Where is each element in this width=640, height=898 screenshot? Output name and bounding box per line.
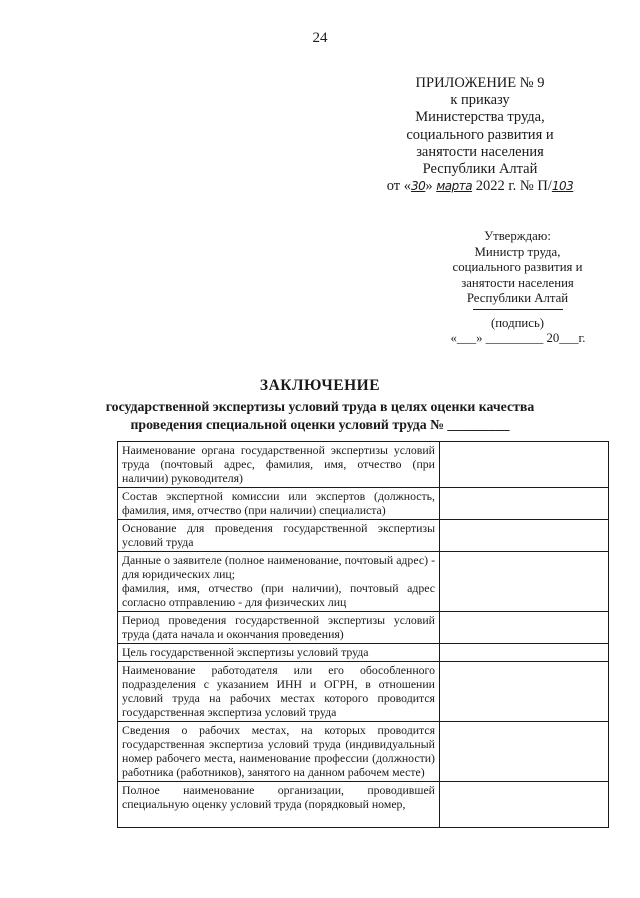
table-row: [118, 612, 609, 644]
row-label: Состав экспертной комиссии или экспертов (должность, фамилия, имя, отчество (при наличии) специалиста): [118, 488, 440, 520]
appendix-line: социального развития и: [406, 126, 554, 143]
table-row: [118, 442, 609, 488]
row-value-cell[interactable]: [440, 722, 609, 782]
row-value-cell[interactable]: [440, 488, 609, 520]
approval-line: Министр труда,: [474, 244, 561, 259]
applicant-legal-entities: Данные о заявителе (полное наименование, почтовый адрес) - для юридических лиц;: [122, 553, 435, 581]
approval-block: [440, 229, 595, 347]
row-label: Наименование органа государственной экспертизы условий труда (почтовый адрес, фамилия, имя, отчество (при наличии) руководителя): [118, 442, 440, 488]
table-row: [118, 722, 609, 782]
row-value-cell[interactable]: [440, 662, 609, 722]
conclusion-form-table: [117, 441, 609, 828]
appendix-header: [360, 75, 600, 195]
table-row: [118, 644, 609, 662]
appendix-line: занятости населения: [416, 143, 544, 160]
row-value-cell[interactable]: [440, 552, 609, 612]
document-subtitle: государственной экспертизы условий труда в целях оценки качества: [105, 399, 535, 414]
row-label: Наименование работодателя или его обособленного подразделения с указанием ИНН и ОГРН, в отношении условий труда на рабочих местах которого проводится государственная экспертиза условий труда: [118, 662, 440, 722]
page-number: 24: [312, 30, 328, 46]
handwritten-order-number: 103: [551, 179, 574, 194]
handwritten-day: 30: [411, 179, 426, 194]
approval-heading: Утверждаю:: [484, 229, 551, 243]
row-value-cell[interactable]: [440, 612, 609, 644]
signature-line: [473, 309, 563, 316]
appendix-line: к приказу: [450, 92, 510, 109]
table-row: [118, 782, 609, 828]
approval-date-template: «___» _________ 20___г.: [450, 331, 586, 345]
appendix-title: ПРИЛОЖЕНИЕ № 9: [415, 75, 545, 91]
row-value-cell[interactable]: [440, 644, 609, 662]
row-value-cell[interactable]: [440, 520, 609, 552]
approval-line: социального развития и: [452, 260, 583, 274]
approval-line: Республики Алтай: [466, 291, 569, 305]
row-label: Цель государственной экспертизы условий труда: [118, 644, 440, 662]
table-row: [118, 662, 609, 722]
appendix-line: Министерства труда,: [415, 109, 545, 126]
row-label: Период проведения государственной экспертизы условий труда (дата начала и окончания проведения): [118, 612, 440, 644]
signature-caption: (подпись): [490, 315, 545, 330]
row-value-cell[interactable]: [440, 442, 609, 488]
table-row: [118, 488, 609, 520]
table-row: [118, 552, 609, 612]
document-title: ЗАКЛЮЧЕНИЕ: [259, 377, 381, 394]
handwritten-month: марта: [436, 179, 473, 194]
row-label: Сведения о рабочих местах, на которых проводится государственная экспертиза условий труда (индивидуальный номер рабочего места, наименование профессии (должности) работника (работников), занятого на данном рабочем месте): [118, 722, 440, 782]
row-label-truncated: Полное наименование организации, проводившей специальную оценку условий труда (порядковый номер,: [122, 783, 435, 811]
applicant-individuals: фамилия, имя, отчество (при наличии), почтовый адрес согласно отправлению - для физических лиц: [122, 581, 435, 609]
row-label: Основание для проведения государственной экспертизы условий труда: [118, 520, 440, 552]
table-row: [118, 520, 609, 552]
order-date-line: от «30» марта 2022 г. № П/103: [386, 178, 574, 195]
appendix-line: Республики Алтай: [422, 161, 538, 178]
document-subtitle: проведения специальной оценки условий труда № _________: [130, 417, 510, 432]
row-label: [118, 782, 440, 828]
document-title-block: [0, 377, 640, 434]
row-value-cell[interactable]: [440, 782, 609, 828]
approval-line: занятости населения: [461, 275, 574, 290]
row-label: [118, 552, 440, 612]
